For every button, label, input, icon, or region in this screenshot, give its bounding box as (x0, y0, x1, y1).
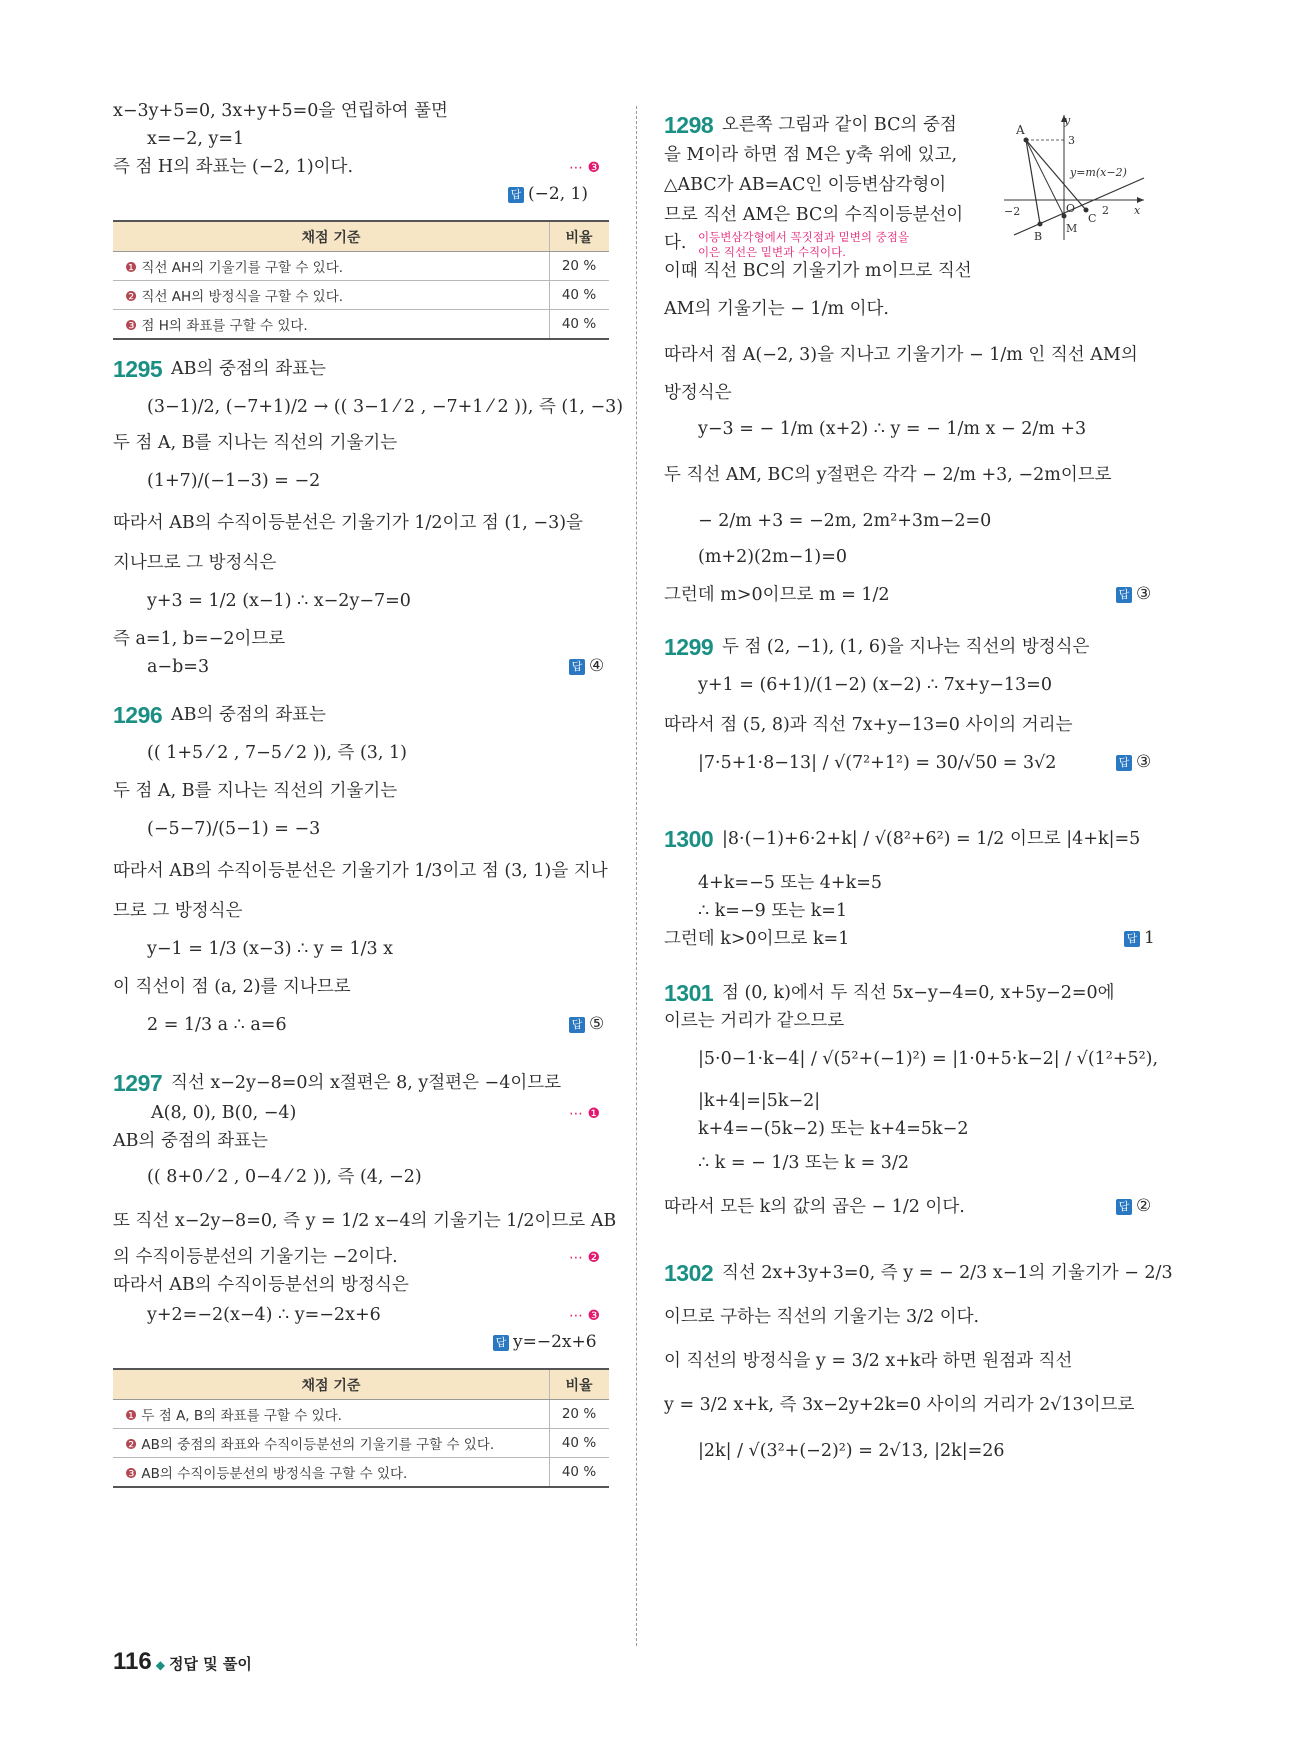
answer-value: ⑤ (589, 1014, 605, 1034)
answer (1116, 752, 1151, 772)
answer-icon: 답 (1124, 931, 1140, 947)
diamond-icon: ◆ (155, 1658, 165, 1672)
table-header: 비율 (550, 221, 610, 252)
fig-label: x (1134, 204, 1141, 217)
text-line: 다. (664, 233, 687, 253)
formula-line: |7·5+1·8−13| / √(7²+1²) = 30/√50 = 3√2 (698, 753, 1057, 773)
table-header: 채점 기준 (113, 221, 550, 252)
row-number: ❶ (125, 260, 138, 276)
text-line: 직선 2x+3y+3=0, 즉 y = − 2/3 x−1의 기울기가 − 2/3 (722, 1263, 1173, 1283)
row-number: ❷ (125, 289, 138, 305)
formula-line: (−5−7)/(5−1) = −3 (147, 819, 321, 839)
formula-line: 2 = 1/3 a ∴ a=6 (147, 1015, 287, 1035)
table-header: 비율 (550, 1369, 610, 1400)
text-line: 즉 a=1, b=−2이므로 (113, 629, 286, 649)
problem-number-1298: 1298 (664, 112, 714, 138)
answer (1116, 1196, 1151, 1216)
text-line: AB의 중점의 좌표는 (113, 1131, 268, 1151)
text-line: 의 수직이등분선의 기울기는 −2이다. (113, 1247, 398, 1267)
answer-icon: 답 (493, 1335, 509, 1351)
answer-value: 1 (1144, 928, 1155, 948)
text-line: 이므로 구하는 직선의 기울기는 3/2 이다. (664, 1307, 980, 1327)
text-line: 따라서 AB의 수직이등분선의 방정식은 (113, 1275, 409, 1295)
row-number: ❸ (125, 318, 138, 334)
answer (493, 1332, 597, 1352)
row-text: AB의 수직이등분선의 방정식을 구할 수 있다. (141, 1466, 408, 1482)
problem-number-1297: 1297 (113, 1070, 163, 1096)
text-line: 므로 직선 AM은 BC의 수직이등분선이 (664, 205, 964, 225)
note-line: 이등변삼각형에서 꼭짓점과 밑변의 중점을 (698, 230, 909, 244)
side-note (698, 230, 909, 260)
formula-line: y−1 = 1/3 (x−3) ∴ y = 1/3 x (147, 939, 394, 959)
formula-line: (( 1+5 ⁄ 2 , 7−5 ⁄ 2 )), 즉 (3, 1) (147, 743, 407, 763)
triangle-figure (994, 110, 1154, 245)
table-row (113, 1429, 609, 1458)
text-line: AB의 중점의 좌표는 (171, 359, 326, 379)
segment-ab (1026, 140, 1040, 224)
formula-line: (3−1)/2, (−7+1)/2 → (( 3−1 ⁄ 2 , −7+1 ⁄ 2 )), 즉 (1, −3) (147, 397, 624, 417)
row-rate: 20 % (550, 1400, 610, 1429)
answer-value: ② (1136, 1196, 1152, 1216)
text-line: 또 직선 x−2y−8=0, 즉 y = 1/2 x−4의 기울기는 1/2이므로 AB (113, 1211, 617, 1231)
row-number: ❷ (125, 1437, 138, 1453)
formula-line: y+1 = (6+1)/(1−2) (x−2) ∴ 7x+y−13=0 (698, 675, 1052, 695)
problem-number-1295: 1295 (113, 356, 163, 382)
formula-line: |k+4|=|5k−2| (698, 1091, 821, 1111)
answer-icon: 답 (1116, 755, 1132, 771)
text-line: 따라서 점 A(−2, 3)을 지나고 기울기가 − 1/m 인 직선 AM의 (664, 345, 1138, 365)
table-row (113, 1458, 609, 1488)
scoring-table-2 (113, 1368, 609, 1488)
step-marker: ⋯ ❸ (569, 1308, 601, 1324)
text-line: 두 점 A, B를 지나는 직선의 기울기는 (113, 433, 398, 453)
fig-label: C (1088, 212, 1097, 225)
formula-line: (( 8+0 ⁄ 2 , 0−4 ⁄ 2 )), 즉 (4, −2) (147, 1167, 422, 1187)
text-line: 두 점 A, B를 지나는 직선의 기울기는 (113, 781, 398, 801)
text-line: AM의 기울기는 − 1/m 이다. (664, 299, 889, 319)
row-rate: 40 % (550, 310, 610, 340)
answer (569, 656, 604, 676)
formula-line: ∴ k=−9 또는 k=1 (698, 901, 848, 921)
fig-label: B (1034, 230, 1043, 243)
text-line: 즉 점 H의 좌표는 (−2, 1)이다. (113, 157, 354, 177)
text-line: 을 M이라 하면 점 M은 y축 위에 있고, (664, 145, 958, 165)
step-marker: ⋯ ❷ (569, 1250, 601, 1266)
answer-icon: 답 (1116, 587, 1132, 603)
text-line: 두 점 (2, −1), (1, 6)을 지나는 직선의 방정식은 (722, 637, 1090, 657)
answer-value: (−2, 1) (528, 184, 588, 204)
row-rate: 40 % (550, 1458, 610, 1488)
formula-line: − 2/m +3 = −2m, 2m²+3m−2=0 (698, 511, 992, 531)
note-line: 이은 직선은 밑변과 수직이다. (698, 245, 846, 259)
answer-value: ③ (1136, 584, 1152, 604)
problem-number-1302: 1302 (664, 1260, 714, 1286)
text-line: 점 (0, k)에서 두 직선 5x−y−4=0, x+5y−2=0에 (722, 983, 1115, 1003)
table-row (113, 252, 609, 281)
row-rate: 20 % (550, 252, 610, 281)
problem-number-1296: 1296 (113, 702, 163, 728)
problem-number-1299: 1299 (664, 634, 714, 660)
table-row (113, 310, 609, 340)
fig-label: y=m(x−2) (1070, 166, 1127, 179)
fig-label: −2 (1004, 205, 1021, 218)
row-number: ❶ (125, 1408, 138, 1424)
formula-line: |2k| / √(3²+(−2)²) = 2√13, |2k|=26 (698, 1441, 1005, 1461)
point-a (1024, 138, 1029, 143)
text-line: 므로 그 방정식은 (113, 901, 243, 921)
page-footer (113, 1648, 252, 1676)
row-number: ❸ (125, 1466, 138, 1482)
text-line: 그런데 k>0이므로 k=1 (664, 929, 850, 949)
formula-line: (m+2)(2m−1)=0 (698, 547, 848, 567)
formula-line: |8·(−1)+6·2+k| / √(8²+6²) = 1/2 이므로 |4+k|=5 (722, 829, 1141, 849)
formula-line: k+4=−(5k−2) 또는 k+4=5k−2 (698, 1119, 969, 1139)
step-marker: ⋯ ❸ (569, 160, 601, 176)
row-rate: 40 % (550, 281, 610, 310)
formula-line: y+3 = 1/2 (x−1) ∴ x−2y−7=0 (147, 591, 411, 611)
row-text: 직선 AH의 방정식을 구할 수 있다. (141, 289, 344, 305)
table-header: 채점 기준 (113, 1369, 550, 1400)
table-row (113, 281, 609, 310)
text-line: y = 3/2 x+k, 즉 3x−2y+2k=0 사이의 거리가 2√13이므로 (664, 1395, 1135, 1415)
problem-number-1300: 1300 (664, 826, 714, 852)
text-line: △ABC가 AB=AC인 이등변삼각형이 (664, 175, 947, 195)
answer (1124, 928, 1155, 948)
text-line: x−3y+5=0, 3x+y+5=0을 연립하여 풀면 (113, 101, 448, 121)
table-row (113, 1400, 609, 1429)
row-text: AB의 중점의 좌표와 수직이등분선의 기울기를 구할 수 있다. (141, 1437, 495, 1453)
answer (1116, 584, 1151, 604)
formula-line: 4+k=−5 또는 4+k=5 (698, 873, 882, 893)
answer-value: ③ (1136, 752, 1152, 772)
x-axis-arrow (1137, 197, 1144, 203)
text-line: 방정식은 (664, 383, 732, 403)
text-line: 따라서 모든 k의 값의 곱은 − 1/2 이다. (664, 1197, 965, 1217)
text-line: 그런데 m>0이므로 m = 1/2 (664, 585, 890, 605)
text-line: 따라서 AB의 수직이등분선은 기울기가 1/3이고 점 (3, 1)을 지나 (113, 861, 608, 881)
row-text: 직선 AH의 기울기를 구할 수 있다. (141, 260, 344, 276)
text-line: 이르는 거리가 같으므로 (664, 1011, 845, 1031)
text-line: 지나므로 그 방정식은 (113, 553, 277, 573)
answer (508, 184, 588, 204)
answer-value: ④ (589, 656, 605, 676)
row-text: 두 점 A, B의 좌표를 구할 수 있다. (141, 1408, 342, 1424)
answer-icon: 답 (569, 659, 585, 675)
answer-value: y=−2x+6 (513, 1332, 597, 1352)
answer-icon: 답 (569, 1017, 585, 1033)
step-marker: ⋯ ❶ (569, 1106, 601, 1122)
text-line: AB의 중점의 좌표는 (171, 705, 326, 725)
formula-line: (1+7)/(−1−3) = −2 (147, 471, 321, 491)
fig-label: y (1064, 114, 1071, 127)
fig-label: M (1066, 222, 1078, 235)
text-line: 따라서 AB의 수직이등분선은 기울기가 1/2이고 점 (1, −3)을 (113, 513, 583, 533)
problem-number-1301: 1301 (664, 980, 714, 1006)
text-line: x=−2, y=1 (147, 129, 245, 149)
text-line: 이 직선의 방정식을 y = 3/2 x+k라 하면 원점과 직선 (664, 1351, 1073, 1371)
point-b (1038, 222, 1043, 227)
text-line: 직선 x−2y−8=0의 x절편은 8, y절편은 −4이므로 (171, 1073, 562, 1093)
fig-label: 3 (1068, 134, 1075, 147)
fig-label: A (1016, 123, 1025, 137)
answer-icon: 답 (508, 187, 524, 203)
formula-line: ∴ k = − 1/3 또는 k = 3/2 (698, 1153, 909, 1173)
row-rate: 40 % (550, 1429, 610, 1458)
answer (569, 1014, 604, 1034)
text-line: 이때 직선 BC의 기울기가 m이므로 직선 (664, 261, 972, 281)
formula-line: |5·0−1·k−4| / √(5²+(−1)²) = |1·0+5·k−2| / √(1²+5²), (698, 1049, 1159, 1069)
formula-line: y+2=−2(x−4) ∴ y=−2x+6 (147, 1305, 381, 1325)
formula-line: y−3 = − 1/m (x+2) ∴ y = − 1/m x − 2/m +3 (698, 419, 1087, 439)
fig-label: O (1066, 202, 1076, 215)
scoring-table-1 (113, 220, 609, 340)
text-line: 따라서 점 (5, 8)과 직선 7x+y−13=0 사이의 거리는 (664, 715, 1073, 735)
column-divider (636, 106, 637, 1646)
formula-line: a−b=3 (147, 657, 210, 677)
page-number: 116 (113, 1648, 152, 1675)
answer-icon: 답 (1116, 1199, 1132, 1215)
text-line: 이 직선이 점 (a, 2)를 지나므로 (113, 977, 351, 997)
row-text: 점 H의 좌표를 구할 수 있다. (141, 318, 308, 334)
footer-title: 정답 및 풀이 (168, 1655, 252, 1673)
fig-label: 2 (1102, 204, 1109, 217)
text-line: 오른쪽 그림과 같이 BC의 중점 (722, 115, 957, 135)
text-line: 두 직선 AM, BC의 y절편은 각각 − 2/m +3, −2m이므로 (664, 465, 1112, 485)
formula-line: A(8, 0), B(0, −4) (151, 1103, 297, 1123)
